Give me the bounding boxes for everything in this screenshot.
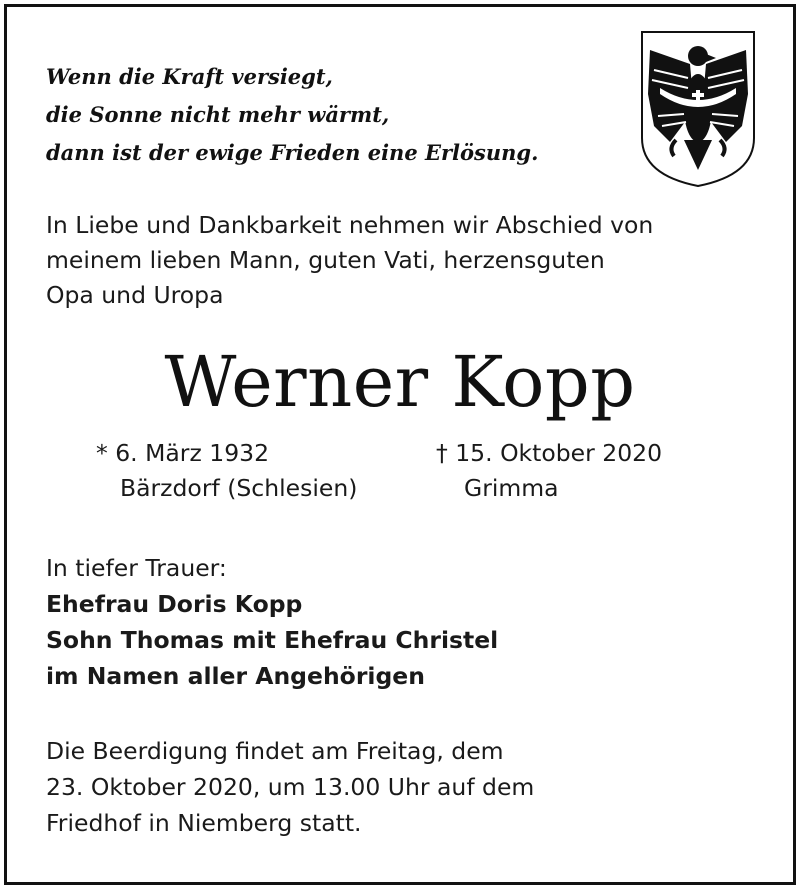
mourners-heading: In tiefer Trauer: <box>46 554 227 582</box>
death-place: Grimma <box>464 474 559 502</box>
death-date: † 15. Oktober 2020 <box>436 439 663 467</box>
intro-line: Opa und Uropa <box>46 281 224 309</box>
mourners-block <box>46 550 498 694</box>
verse-line: die Sonne nicht mehr wärmt, <box>46 102 390 127</box>
deceased-name: Werner Kopp <box>164 341 636 423</box>
funeral-line: Die Beerdigung findet am Freitag, dem <box>46 737 504 765</box>
death-info <box>436 436 662 506</box>
funeral-info <box>46 733 534 841</box>
memorial-verse <box>46 58 538 172</box>
verse-line: Wenn die Kraft versiegt, <box>46 64 333 89</box>
eagle-coat-of-arms-icon <box>640 30 756 188</box>
birth-date: * 6. März 1932 <box>96 439 270 467</box>
verse-line: dann ist der ewige Frieden eine Erlösung. <box>46 140 539 165</box>
mourner-line: Sohn Thomas mit Ehefrau Christel <box>46 626 499 654</box>
birth-place: Bärzdorf (Schlesien) <box>120 474 358 502</box>
intro-line: meinem lieben Mann, guten Vati, herzensguten <box>46 246 605 274</box>
funeral-line: 23. Oktober 2020, um 13.00 Uhr auf dem <box>46 773 535 801</box>
intro-text <box>46 208 766 313</box>
intro-line: In Liebe und Dankbarkeit nehmen wir Abschied von <box>46 211 654 239</box>
mourner-line: im Namen aller Angehörigen <box>46 662 425 690</box>
funeral-line: Friedhof in Niemberg statt. <box>46 809 362 837</box>
mourner-line: Ehefrau Doris Kopp <box>46 590 303 618</box>
birth-info <box>96 436 357 506</box>
